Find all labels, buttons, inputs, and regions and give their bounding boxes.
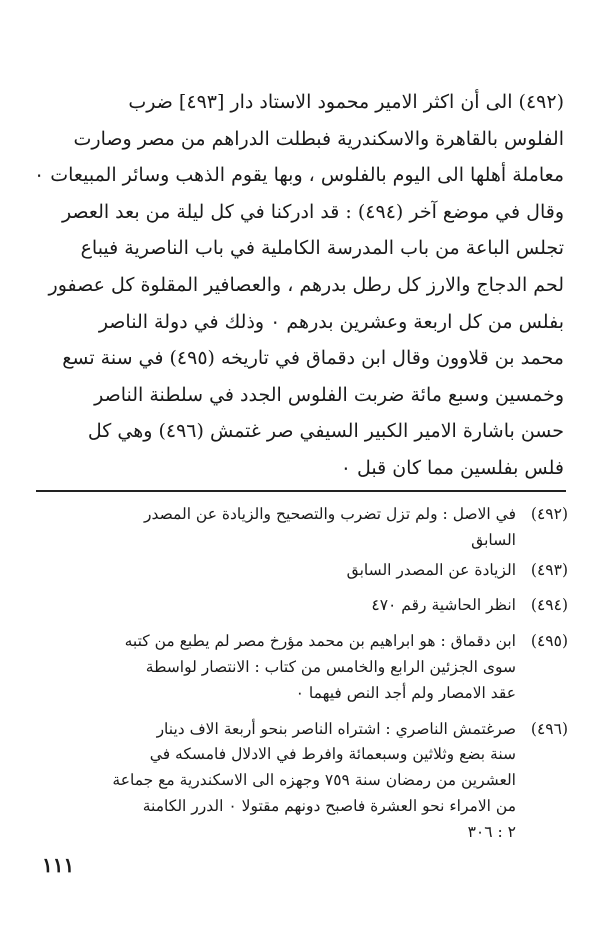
footnote-line: صرغتمش الناصري : اشتراه الناصر بنحو أربعة الاف دينار [156, 719, 516, 738]
footnote-line: عقد الامصار ولم أجد النص فيهما ٠ [295, 683, 516, 702]
main-text-line: فلس بفلسين مما كان قبل ٠ [340, 456, 564, 479]
footnotes-block [40, 502, 568, 852]
footnote-text [40, 717, 516, 846]
main-text-line: لحم الدجاج والارز كل رطل بدرهم ، والعصافير المقلوة كل عصفور [48, 273, 564, 296]
footnote-line: السابق [471, 530, 516, 549]
footnote [40, 593, 568, 619]
main-text-line: الفلوس بالقاهرة والاسكندرية فبطلت الدراهم من مصر وصارت [73, 127, 564, 150]
footnote [40, 629, 568, 706]
footnote-line: في الاصل : ولم تزل تضرب والتصحيح والزيادة عن المصدر [143, 505, 516, 523]
footnote [40, 717, 568, 846]
footnote-number: (٤٩٣) [530, 560, 568, 579]
footnote-line: من الامراء نحو العشرة فاصبح دونهم مقتولا ٠ الدرر الكامنة [142, 796, 516, 815]
footnote [40, 558, 568, 584]
footnote-line: العشرين من رمضان سنة ٧٥٩ وجهزه الى الاسكندرية مع جماعة [112, 771, 516, 790]
main-text-line: حسن باشارة الامير الكبير السيفي صر غتمش (٤٩٦) وهي كل [87, 420, 564, 443]
footnote-number: (٤٩٢) [530, 505, 568, 523]
main-text-block [34, 84, 564, 487]
footnote-number: (٤٩٤) [530, 596, 568, 615]
footnote-text [40, 558, 516, 584]
main-text-line: تجلس الباعة من باب المدرسة الكاملية في باب الناصرية فيباع [80, 237, 564, 260]
footnote-line: ٢ : ٣٠٦ [467, 822, 516, 841]
main-text-line: بفلس من كل اربعة وعشرين بدرهم ٠ وذلك في دولة الناصر [98, 310, 564, 333]
footnote-number: (٤٩٥) [530, 632, 568, 651]
main-text-line: (٤٩٢) الى أن اكثر الامير محمود الاستاد دار [٤٩٣] ضرب [128, 91, 564, 113]
footnote-line: سوى الجزئين الرابع والخامس من كتاب : الانتصار لواسطة [145, 657, 516, 676]
footnote-text [40, 593, 516, 619]
main-text-line: وقال في موضع آخر (٤٩٤) : قد ادركنا في كل ليلة من بعد العصر [61, 200, 564, 223]
footnote-line: سنة بضع وثلاثين وسبعمائة وافرط في الادلال فامسكه في [149, 745, 516, 764]
page-number: ١١١ [42, 853, 75, 877]
footnote-text [40, 502, 516, 554]
main-text-line: وخمسين وسبع مائة ضربت الفلوس الجدد في سلطنة الناصر [94, 383, 564, 406]
footnote [40, 502, 568, 554]
footnote-text [40, 629, 516, 706]
main-text-line: معاملة أهلها الى اليوم بالفلوس ، وبها يقوم الذهب وسائر المبيعات ٠ [34, 164, 564, 187]
footnote-number: (٤٩٦) [530, 719, 568, 738]
footnote-line: الزيادة عن المصدر السابق [346, 560, 516, 579]
footnote-line: انظر الحاشية رقم ٤٧٠ [371, 596, 516, 615]
main-text-line: محمد بن قلاوون وقال ابن دقماق في تاريخه (٤٩٥) في سنة تسع [62, 347, 564, 370]
footnote-divider [36, 490, 566, 492]
footnote-line: ابن دقماق : هو ابراهيم بن محمد مؤرخ مصر لم يطبع من كتبه [124, 632, 516, 651]
